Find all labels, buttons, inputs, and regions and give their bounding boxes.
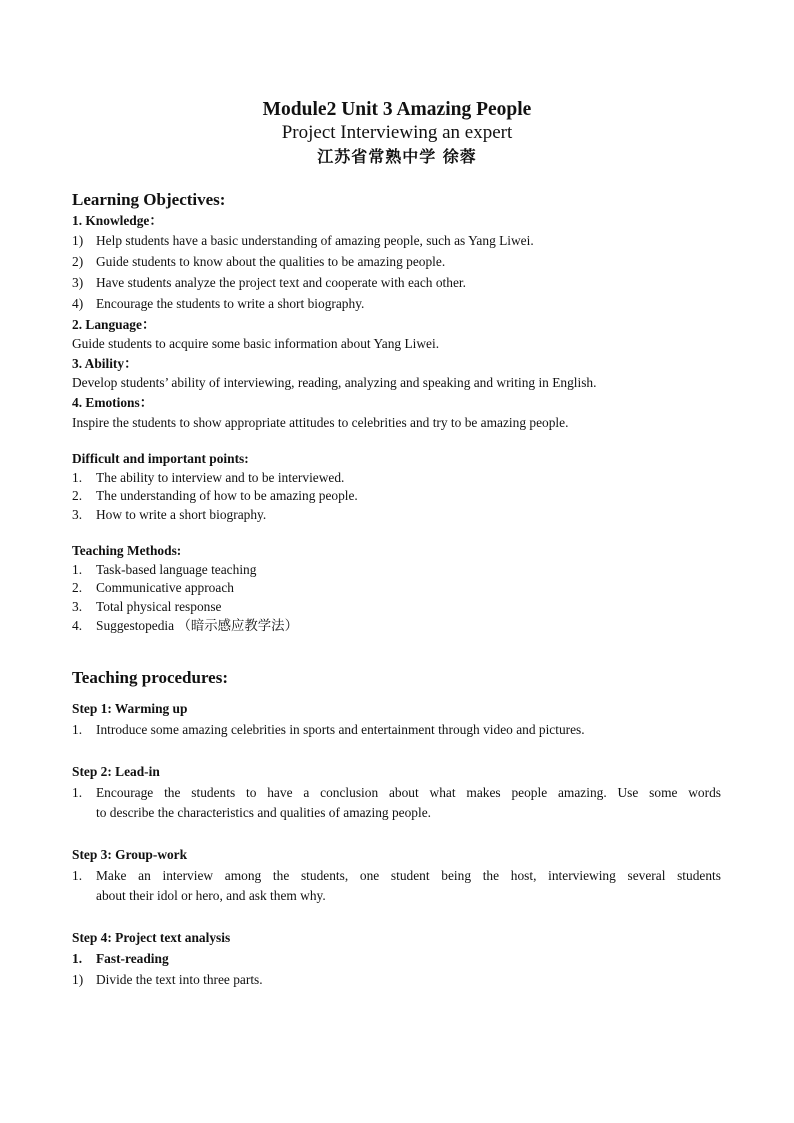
list-item-text: Suggestopedia （暗示感应教学法） [96, 618, 298, 633]
language-heading: 2. Language： [72, 317, 156, 332]
list-item-text: Encourage the students to write a short biography. [96, 296, 365, 311]
emotions-text: Inspire the students to show appropriate attitudes to celebrities and try to be amazing people. [72, 415, 569, 430]
list-item-number: 3) [72, 275, 84, 290]
step4-heading: Step 4: Project text analysis [72, 930, 231, 945]
list-item-number: 4. [72, 618, 83, 633]
list-item-text: Have students analyze the project text and cooperate with each other. [96, 275, 466, 290]
ability-text: Develop students’ ability of interviewing, reading, analyzing and speaking and writing in English. [72, 375, 597, 390]
author-line: 江苏省常熟中学 徐蓉 [317, 147, 477, 166]
sub-heading-text: Fast-reading [96, 951, 169, 966]
list-item-number: 4) [72, 296, 84, 311]
document-subtitle: Project Interviewing an expert [281, 122, 513, 143]
step1-heading: Step 1: Warming up [72, 701, 188, 716]
document-title: Module2 Unit 3 Amazing People [262, 99, 532, 120]
language-text: Guide students to acquire some basic information about Yang Liwei. [72, 336, 440, 351]
emotions-heading: 4. Emotions： [72, 395, 154, 410]
list-item-text: Help students have a basic understanding of amazing people, such as Yang Liwei. [96, 233, 534, 248]
list-item-text: Divide the text into three parts. [96, 972, 263, 987]
methods-heading: Teaching Methods: [72, 543, 182, 558]
list-item-text: Total physical response [96, 599, 222, 614]
list-item-continuation: to describe the characteristics and qualities of amazing people. [96, 805, 432, 820]
list-item-number: 1) [72, 972, 84, 987]
difficult-heading: Difficult and important points: [72, 451, 249, 466]
list-item-text: Make an interview among the students, one student being the host, interviewing several students [96, 868, 721, 883]
list-item-number: 2. [72, 580, 83, 595]
list-item-number: 3. [72, 507, 83, 522]
list-item-text: Communicative approach [96, 580, 234, 595]
list-item-text: How to write a short biography. [96, 507, 267, 522]
procedures-heading: Teaching procedures: [72, 668, 229, 687]
list-item-number: 1. [72, 868, 83, 883]
ability-heading: 3. Ability： [72, 356, 138, 371]
list-item-text: Task-based language teaching [96, 562, 257, 577]
list-item-number: 2) [72, 254, 84, 269]
list-item-text: The ability to interview and to be interviewed. [96, 470, 345, 485]
list-item-continuation: about their idol or hero, and ask them why. [96, 888, 326, 903]
knowledge-heading: 1. Knowledge： [72, 213, 163, 228]
list-item-text: Introduce some amazing celebrities in sports and entertainment through video and pictures. [96, 722, 585, 737]
list-item-text: Encourage the students to have a conclusion about what makes people amazing. Use some words [96, 785, 721, 800]
list-item-number: 1. [72, 722, 83, 737]
list-item-text: The understanding of how to be amazing people. [96, 488, 358, 503]
list-item-number: 2. [72, 488, 83, 503]
step3-heading: Step 3: Group-work [72, 847, 188, 862]
list-item-number: 1) [72, 233, 84, 248]
list-item-number: 1. [72, 785, 83, 800]
list-item-number: 3. [72, 599, 83, 614]
sub-heading-number: 1. [72, 951, 83, 966]
list-item-number: 1. [72, 470, 83, 485]
step2-heading: Step 2: Lead-in [72, 764, 160, 779]
list-item-text: Guide students to know about the qualities to be amazing people. [96, 254, 446, 269]
objectives-heading: Learning Objectives: [72, 190, 226, 209]
list-item-number: 1. [72, 562, 83, 577]
